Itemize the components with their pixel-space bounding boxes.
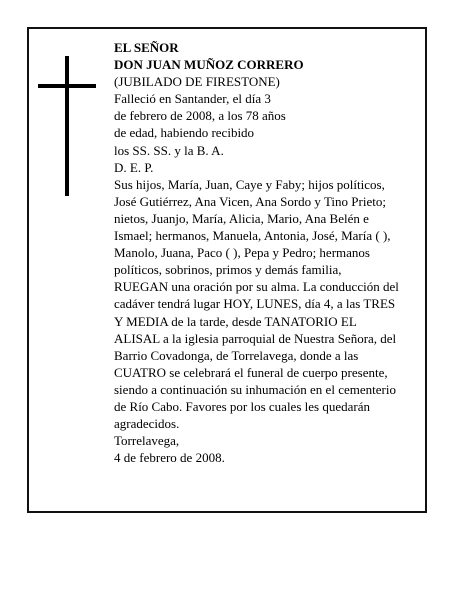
obituary-line: de Río Cabo. Favores por los cuales les quedarán bbox=[114, 398, 370, 414]
obituary-line: Y MEDIA de la tarde, desde TANATORIO EL bbox=[114, 313, 357, 329]
obituary-line: RUEGAN una oración por su alma. La conducción del bbox=[114, 279, 399, 295]
obituary-line: ALISAL a la iglesia parroquial de Nuestra Señora, del bbox=[114, 330, 397, 346]
obituary-line: 4 de febrero de 2008. bbox=[114, 450, 225, 466]
obituary-line: Ismael; hermanos, Manuela, Antonia, José, María ( ), bbox=[114, 228, 391, 244]
obituary-line: Manolo, Juana, Paco ( ), Pepa y Pedro; hermanos bbox=[114, 245, 370, 261]
obituary-text bbox=[114, 39, 416, 466]
obituary-line: Barrio Covadonga, de Torrelavega, donde a las bbox=[114, 347, 359, 363]
obituary-line: Torrelavega, bbox=[114, 433, 180, 449]
obituary-line: D. E. P. bbox=[114, 159, 154, 175]
obituary-line: nietos, Juanjo, María, Alicia, Mario, Ana Belén e bbox=[114, 210, 369, 226]
cross-vertical-bar bbox=[65, 56, 69, 196]
obituary-line: políticos, sobrinos, primos y demás familia, bbox=[114, 262, 342, 278]
obituary-line: de febrero de 2008, a los 78 años bbox=[114, 108, 286, 124]
obituary-line: los SS. SS. y la B. A. bbox=[114, 142, 224, 158]
obituary-line: cadáver tendrá lugar HOY, LUNES, día 4, a las TRES bbox=[114, 296, 396, 312]
obituary-line: CUATRO se celebrará el funeral de cuerpo presente, bbox=[114, 364, 388, 380]
obituary-line: Falleció en Santander, el día 3 bbox=[114, 91, 271, 107]
obituary-line: José Gutiérrez, Ana Vicen, Ana Sordo y Tino Prieto; bbox=[114, 193, 386, 209]
obituary-line: Sus hijos, María, Juan, Caye y Faby; hijos políticos, bbox=[114, 176, 385, 192]
obituary-line: agradecidos. bbox=[114, 416, 180, 432]
cross-icon bbox=[38, 56, 96, 196]
obituary-line: siendo a continuación su inhumación en el cementerio bbox=[114, 381, 396, 397]
heading-title: EL SEÑOR bbox=[114, 40, 179, 55]
cross-horizontal-bar bbox=[38, 84, 96, 88]
deceased-name: DON JUAN MUÑOZ CORRERO bbox=[114, 57, 304, 73]
obituary-line: (JUBILADO DE FIRESTONE) bbox=[114, 74, 280, 90]
obituary-line: de edad, habiendo recibido bbox=[114, 125, 255, 141]
